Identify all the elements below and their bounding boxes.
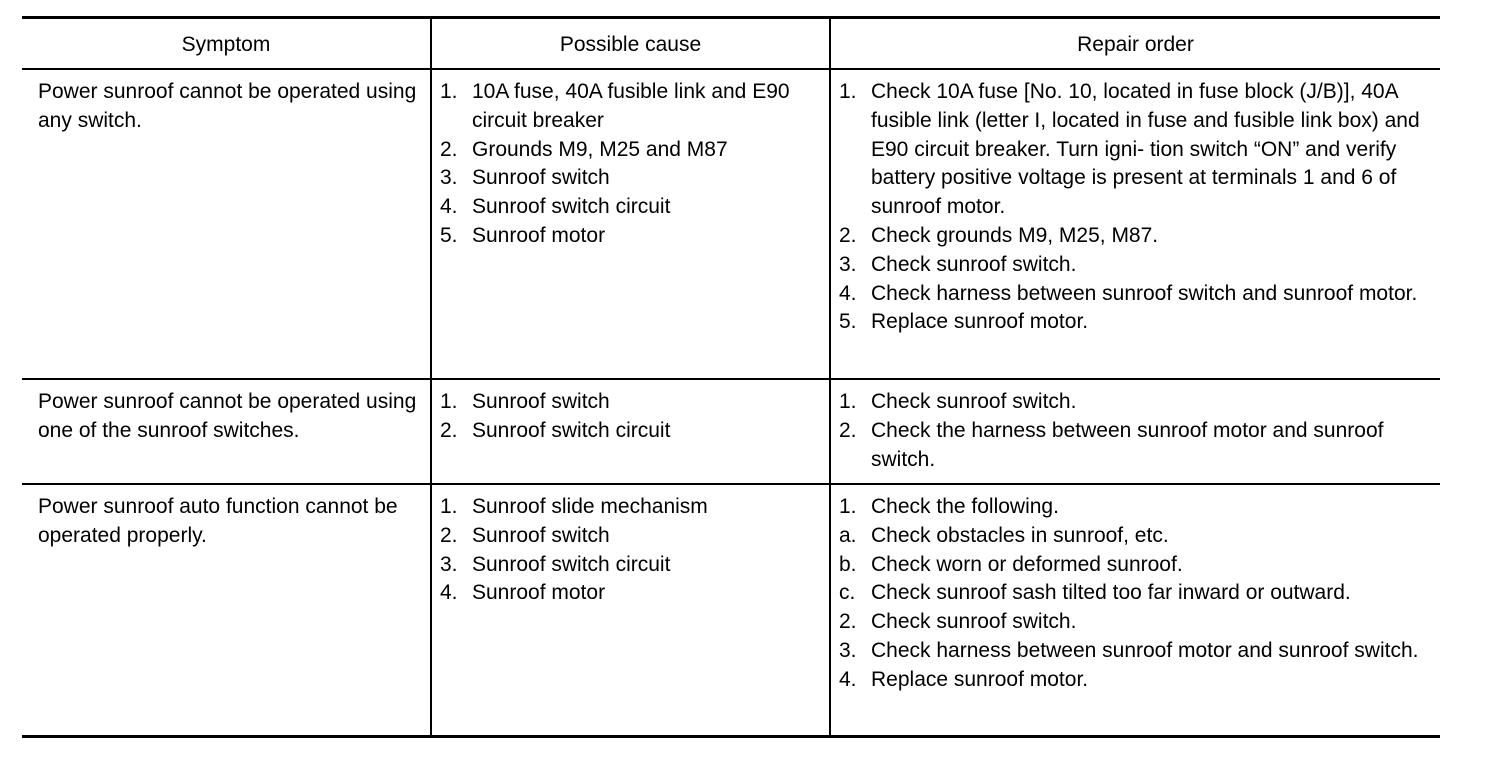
item-text: Sunroof switch circuit	[472, 195, 671, 219]
item-number: 3.	[839, 252, 857, 276]
item-text: Sunroof motor	[472, 223, 606, 247]
item-number: 5.	[440, 223, 458, 247]
cause-cell	[430, 380, 829, 483]
item-text: Check grounds M9, M25, M87.	[871, 223, 1159, 247]
header-repair-order: Repair order	[829, 19, 1440, 68]
item-number: 1.	[839, 390, 857, 413]
item-text: Sunroof slide mechanism	[472, 495, 708, 518]
list-item	[440, 193, 823, 222]
item-number: 1.	[839, 80, 857, 103]
item-text: Check 10A fuse [No. 10, located in fuse block (J/B)], 40A fusible link (letter I, located in fuse and fusible link box) and E90 circuit breaker. Turn igni- tion switch “ON” and verify battery positive voltage is present at terminals 1 and 6 of sunroof motor.	[871, 80, 1420, 219]
item-text: Grounds M9, M25 and M87	[472, 137, 728, 161]
item-number: b.	[839, 552, 857, 576]
item-text: Check worn or deformed sunroof.	[871, 552, 1183, 576]
list-item	[440, 551, 823, 580]
item-text: Check obstacles in sunroof, etc.	[871, 523, 1169, 547]
item-number: 4.	[440, 195, 458, 219]
cause-cell	[430, 70, 829, 378]
item-text: Replace sunroof motor.	[871, 667, 1089, 691]
item-text: Sunroof motor	[472, 581, 606, 605]
list-item	[839, 308, 1434, 337]
item-text: Sunroof switch circuit	[472, 418, 671, 442]
list-item	[839, 417, 1434, 475]
list-item	[839, 579, 1434, 608]
repair-cell	[829, 485, 1440, 735]
header-symptom: Symptom	[181, 33, 271, 56]
list-item	[440, 388, 823, 417]
item-number: 2.	[839, 418, 857, 442]
list-item	[839, 522, 1434, 551]
item-text: Check the harness between sunroof motor and sunroof switch.	[871, 418, 1384, 471]
item-number: 2.	[839, 223, 857, 247]
repair-cell	[829, 70, 1440, 378]
item-number: 1.	[440, 495, 458, 518]
item-text: Sunroof switch	[472, 523, 610, 547]
table-row	[22, 485, 1440, 735]
item-number: 2.	[440, 418, 458, 442]
item-number: 4.	[440, 581, 458, 605]
list-item	[440, 136, 823, 165]
symptom-cell: Power sunroof cannot be operated using any switch.	[38, 80, 417, 132]
item-text: Sunroof switch circuit	[472, 552, 671, 576]
list-item	[839, 608, 1434, 637]
list-item	[440, 493, 823, 522]
item-number: 2.	[440, 523, 458, 547]
trouble-diagnosis-table	[22, 16, 1440, 738]
list-item	[839, 551, 1434, 580]
item-text: Check harness between sunroof motor and sunroof switch.	[871, 638, 1419, 662]
item-number: 2.	[839, 610, 857, 634]
list-item	[839, 388, 1434, 417]
list-item	[440, 78, 823, 136]
item-text: Check the following.	[871, 495, 1059, 518]
cause-cell	[430, 485, 829, 735]
item-text: Replace sunroof motor.	[871, 310, 1089, 334]
list-item	[839, 251, 1434, 280]
item-text: Check sunroof switch.	[871, 610, 1077, 634]
item-number: 2.	[440, 137, 458, 161]
list-item	[440, 522, 823, 551]
list-item	[440, 417, 823, 446]
table-header-row	[22, 19, 1440, 70]
item-text: Check sunroof sash tilted too far inward or outward.	[871, 581, 1351, 605]
list-item	[440, 164, 823, 193]
item-number: 4.	[839, 281, 857, 305]
item-number: 4.	[839, 667, 857, 691]
list-item	[839, 637, 1434, 666]
item-number: a.	[839, 523, 857, 547]
symptom-cell: Power sunroof auto function cannot be operated properly.	[38, 495, 398, 547]
item-number: 1.	[440, 80, 458, 103]
item-number: 5.	[839, 310, 857, 334]
item-text: Check sunroof switch.	[871, 252, 1077, 276]
item-number: 3.	[440, 166, 458, 190]
item-number: 3.	[440, 552, 458, 576]
table-row	[22, 70, 1440, 380]
list-item	[839, 222, 1434, 251]
list-item	[440, 579, 823, 608]
repair-cell	[829, 380, 1440, 483]
item-number: 3.	[839, 638, 857, 662]
item-text: Check sunroof switch.	[871, 390, 1077, 413]
table-row	[22, 380, 1440, 485]
header-possible-cause: Possible cause	[430, 19, 829, 68]
item-number: c.	[839, 581, 856, 605]
list-item	[440, 222, 823, 251]
list-item	[839, 666, 1434, 695]
list-item	[839, 78, 1434, 222]
symptom-cell: Power sunroof cannot be operated using one of the sunroof switches.	[38, 390, 417, 442]
item-number: 1.	[440, 390, 458, 413]
list-item	[839, 280, 1434, 309]
item-number: 1.	[839, 495, 857, 518]
item-text: Sunroof switch	[472, 166, 610, 190]
item-text: Check harness between sunroof switch and sunroof motor.	[871, 281, 1418, 305]
item-text: 10A fuse, 40A fusible link and E90 circuit breaker	[472, 80, 790, 132]
list-item	[839, 493, 1434, 522]
item-text: Sunroof switch	[472, 390, 610, 413]
